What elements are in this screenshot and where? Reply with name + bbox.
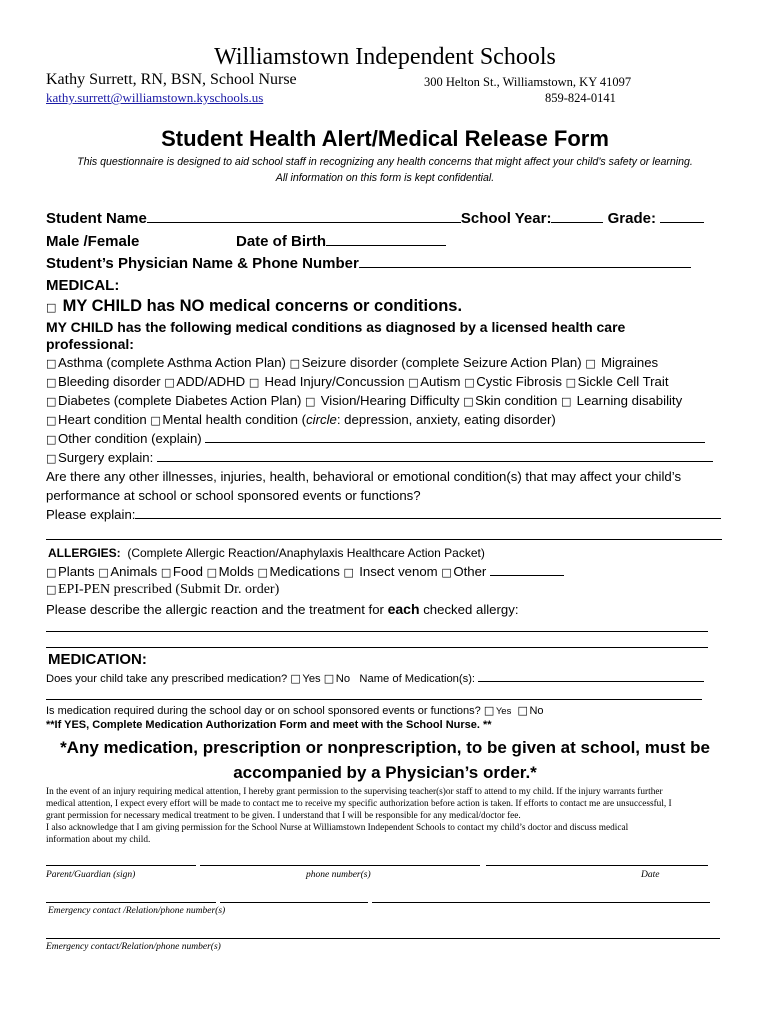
release-paragraph	[46, 786, 672, 846]
head-injury-label: Head Injury/Concussion	[264, 374, 405, 389]
conditions-row-3	[46, 393, 682, 408]
learning-disability-checkbox[interactable]: □	[560, 395, 572, 408]
nurse-email-link[interactable]: kathy.surrett@williamstown.kyschools.us	[46, 90, 264, 105]
medication-form-note: **If YES, Complete Medication Authorization Form and meet with the School Nurse. **	[46, 719, 492, 731]
school-day-no-checkbox[interactable]: □	[517, 704, 528, 717]
physician-row	[46, 255, 691, 272]
medication-name-label: Name of Medication(s):	[359, 673, 476, 685]
allergy-types-row	[46, 564, 564, 579]
sickle-cell-label: Sickle Cell Trait	[577, 374, 669, 389]
diabetes-label: Diabetes (complete Diabetes Action Plan)	[58, 393, 302, 408]
asthma-checkbox[interactable]: □	[46, 357, 57, 370]
migraines-checkbox[interactable]: □	[585, 357, 596, 370]
diabetes-checkbox[interactable]: □	[46, 395, 57, 408]
date-line[interactable]	[486, 865, 708, 866]
cystic-fibrosis-label: Cystic Fibrosis	[476, 374, 562, 389]
bleeding-checkbox[interactable]: □	[46, 376, 57, 389]
allergy-describe-each: each	[387, 601, 420, 617]
surgery-checkbox[interactable]: □	[46, 452, 57, 465]
student-name-field[interactable]	[147, 221, 461, 223]
conditions-row-1	[46, 355, 658, 370]
medications-checkbox[interactable]: □	[257, 566, 268, 579]
form-intro: This questionnaire is designed to aid school staff in recognizing any health concerns that might affect your child’s safety or learning.	[77, 156, 693, 168]
food-checkbox[interactable]: □	[160, 566, 172, 579]
plants-label: Plants	[58, 564, 95, 579]
has-conditions-text: MY CHILD has the following medical conditions as diagnosed by a licensed health care	[46, 319, 626, 335]
dob-label: Date of Birth	[236, 233, 326, 250]
asthma-label: Asthma (complete Asthma Action Plan)	[58, 355, 286, 370]
form-title: Student Health Alert/Medical Release Form	[161, 126, 609, 151]
emergency-contact-1-label: Emergency contact /Relation/phone number(s)	[48, 906, 226, 916]
seizure-label: Seizure disorder (complete Seizure Action Plan)	[301, 355, 582, 370]
autism-checkbox[interactable]: □	[408, 376, 419, 389]
skin-condition-checkbox[interactable]: □	[463, 395, 474, 408]
grade-label: Grade:	[607, 210, 656, 227]
medication-no-checkbox[interactable]: □	[323, 672, 335, 685]
allergy-describe-line-1[interactable]	[46, 631, 708, 632]
please-explain-extra-line[interactable]	[46, 539, 722, 540]
epipen-row	[46, 582, 279, 598]
learning-disability-label: Learning disability	[576, 393, 683, 408]
school-year-field[interactable]	[551, 221, 603, 223]
school-name: Williamstown Independent Schools	[214, 44, 556, 70]
other-allergy-checkbox[interactable]: □	[441, 566, 452, 579]
phone-number-label: phone number(s)	[306, 870, 371, 880]
no-concerns-checkbox[interactable]: □	[46, 301, 57, 314]
allergy-describe-text: Please describe the allergic reaction and the treatment for	[46, 602, 384, 617]
emergency-contact-1-line-c[interactable]	[372, 902, 710, 903]
physician-field[interactable]	[359, 266, 691, 268]
emergency-contact-2-line[interactable]	[46, 938, 720, 939]
sickle-cell-checkbox[interactable]: □	[565, 376, 577, 389]
epipen-label: EPI-PEN prescribed (Submit Dr. order)	[58, 582, 280, 597]
date-label: Date	[641, 870, 660, 880]
surgery-row	[46, 450, 713, 465]
school-day-yes-checkbox[interactable]: □	[483, 704, 495, 717]
food-label: Food	[172, 564, 203, 579]
medication-heading: MEDICATION:	[48, 651, 147, 668]
other-illness-question: Are there any other illnesses, injuries, health, behavioral or emotional condition(s) that may affect your child’s	[46, 469, 682, 484]
other-illness-question-2: performance at school or school sponsored events or functions?	[46, 488, 421, 503]
emergency-contact-1-line-a[interactable]	[46, 902, 216, 903]
no-concerns-row	[46, 297, 462, 316]
student-name-label: Student Name	[46, 210, 147, 227]
bleeding-label: Bleeding disorder	[58, 374, 161, 389]
seizure-checkbox[interactable]: □	[289, 357, 301, 370]
medication-question: Does your child take any prescribed medication?	[46, 673, 288, 685]
other-condition-checkbox[interactable]: □	[46, 433, 57, 446]
medications-label: Medications	[269, 564, 340, 579]
dob-field[interactable]	[326, 244, 446, 246]
molds-checkbox[interactable]: □	[206, 566, 218, 579]
sex-label: Male /Female	[46, 233, 140, 250]
medication-no-label: No	[335, 673, 351, 685]
medication-name-field[interactable]	[478, 680, 704, 682]
school-year-label: School Year:	[460, 210, 552, 227]
molds-label: Molds	[218, 564, 254, 579]
parent-signature-label: Parent/Guardian (sign)	[46, 870, 136, 880]
vision-hearing-checkbox[interactable]: □	[305, 395, 316, 408]
head-injury-checkbox[interactable]: □	[248, 376, 260, 389]
conditions-row-2	[46, 374, 668, 389]
release-line-4: I also acknowledge that I am giving permission for the School Nurse at Williamstown Independent Schools to contact my child’s doctor and discuss medical	[46, 823, 629, 833]
medication-yes-checkbox[interactable]: □	[290, 672, 301, 685]
school-day-yes-label: Yes	[495, 706, 512, 717]
allergies-heading: ALLERGIES:	[48, 546, 121, 560]
animals-label: Animals	[110, 564, 158, 579]
school-day-no-label: No	[529, 705, 544, 717]
adhd-checkbox[interactable]: □	[164, 376, 175, 389]
release-line-2: medical attention, I expect every effort will be made to contact me to receive my specific authorization before action is taken. If efforts to contact me are unsuccessful, I	[46, 799, 672, 809]
school-day-medication-question: Is medication required during the school day or on school sponsored events or functions?	[46, 705, 481, 717]
epipen-checkbox[interactable]: □	[46, 583, 57, 596]
student-name-row	[46, 210, 704, 227]
school-day-medication-row	[46, 704, 544, 717]
mental-health-label-prefix: Mental health condition (	[162, 412, 307, 427]
adhd-label: ADD/ADHD	[176, 374, 246, 389]
physician-order-notice-2: accompanied by a Physician’s order.*	[233, 763, 537, 782]
please-explain-field[interactable]	[135, 517, 721, 519]
physician-order-notice: *Any medication, prescription or nonprescription, to be given at school, must be	[60, 738, 710, 757]
parent-signature-line[interactable]	[46, 865, 196, 866]
has-conditions-text-2: professional:	[46, 336, 134, 352]
medication-name-extra-line[interactable]	[46, 699, 702, 700]
grade-field[interactable]	[660, 221, 704, 223]
plants-checkbox[interactable]: □	[46, 566, 57, 579]
other-allergy-label: Other	[453, 564, 487, 579]
confidential-note: All information on this form is kept confidential.	[275, 172, 495, 184]
dob-row	[236, 233, 446, 250]
vision-hearing-label: Vision/Hearing Difficulty	[320, 393, 460, 408]
other-condition-label: Other condition (explain)	[58, 431, 202, 446]
insect-venom-checkbox[interactable]: □	[343, 566, 354, 579]
please-explain-label: Please explain:	[46, 507, 136, 522]
release-line-5: information about my child.	[46, 835, 151, 845]
other-allergy-field[interactable]	[490, 574, 564, 576]
physician-label: Student’s Physician Name & Phone Number	[46, 255, 359, 272]
conditions-row-4	[46, 412, 556, 427]
other-condition-field[interactable]	[205, 441, 705, 443]
emergency-contact-2-label: Emergency contact/Relation/phone number(s)	[46, 942, 221, 952]
heart-condition-label: Heart condition	[58, 412, 147, 427]
autism-label: Autism	[420, 374, 461, 389]
insect-venom-label: Insect venom	[359, 564, 438, 579]
surgery-field[interactable]	[157, 460, 713, 462]
circle-instruction: circle	[306, 412, 337, 427]
allergy-describe-text-2: checked allergy:	[423, 602, 519, 617]
medical-heading: MEDICAL:	[46, 277, 120, 294]
cystic-fibrosis-checkbox[interactable]: □	[464, 376, 475, 389]
animals-checkbox[interactable]: □	[98, 566, 109, 579]
other-condition-row	[46, 431, 705, 446]
allergy-packet-note: (Complete Allergic Reaction/Anaphylaxis Healthcare Action Packet)	[127, 546, 485, 560]
mental-health-label-suffix: : depression, anxiety, eating disorder)	[336, 412, 556, 427]
allergies-heading-row	[48, 546, 485, 560]
mental-health-checkbox[interactable]: □	[150, 414, 161, 427]
skin-condition-label: Skin condition	[475, 393, 558, 408]
emergency-contact-1-line-b[interactable]	[220, 902, 368, 903]
heart-condition-checkbox[interactable]: □	[46, 414, 57, 427]
allergy-describe-row	[46, 601, 519, 617]
surgery-label: Surgery explain:	[58, 450, 154, 465]
school-address: 300 Helton St., Williamstown, KY 41097	[424, 75, 632, 89]
phone-number-line[interactable]	[200, 865, 480, 866]
medication-yes-label: Yes	[302, 673, 321, 685]
please-explain-row	[46, 507, 721, 522]
medication-question-row	[46, 672, 704, 685]
allergy-describe-line-2[interactable]	[46, 647, 708, 648]
no-concerns-label: MY CHILD has NO medical concerns or conditions.	[62, 297, 463, 315]
mental-health-label	[162, 412, 555, 427]
release-line-3: grant permission for necessary medical treatment to be given. I understand that I will be responsible for any medical/doctor fee.	[46, 811, 521, 821]
nurse-name: Kathy Surrett, RN, BSN, School Nurse	[46, 71, 297, 88]
migraines-label: Migraines	[600, 355, 659, 370]
school-phone: 859-824-0141	[545, 91, 616, 105]
release-line-1: In the event of an injury requiring medical attention, I hereby grant permission to the supervising teacher(s)or staff to attend to my child. If the injury warrants further	[46, 787, 663, 797]
